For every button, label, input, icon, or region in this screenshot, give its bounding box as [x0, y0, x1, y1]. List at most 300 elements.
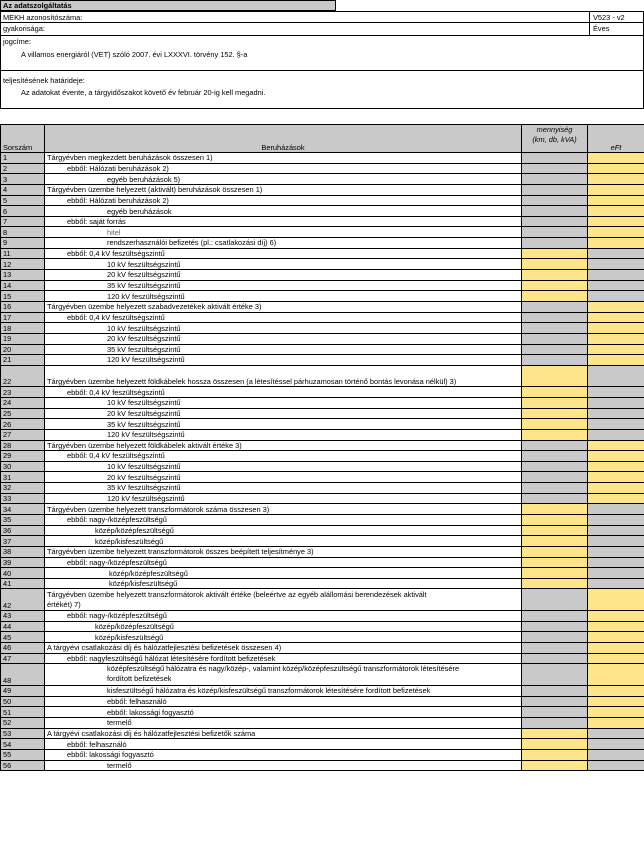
table-row [1, 685, 644, 696]
row-description-text: kisfeszültségű hálózatra és közép/kisfeszültségű transzformátorok létesítésére fordított befizetések [107, 686, 431, 696]
eft-cell [588, 739, 644, 750]
row-description-text: ebből: 0,4 kV feszültségszintű [67, 451, 165, 461]
eft-cell [588, 728, 644, 739]
eft-cell [588, 525, 644, 536]
table-row [1, 568, 644, 579]
row-description-text: ebből: Hálózati beruházások 2) [67, 163, 169, 173]
quantity-cell[interactable] [522, 397, 588, 408]
row-description-text: ebből: felhasználó [107, 697, 167, 706]
row-description [45, 184, 522, 195]
mekh-value: V523 - v2 [589, 12, 625, 22]
row-description-text: Tárgyévben üzembe helyezett transzformátorok aktivált értéke (beleértve az egyéb alállomási berendezések aktivált [47, 589, 427, 599]
section-title: Az adatszolgáltatás [0, 0, 336, 11]
eft-cell[interactable] [588, 664, 644, 686]
row-description-text: egyéb beruházások [107, 206, 172, 216]
row-description-text: ebből: nagy-/középfeszültségű [67, 611, 167, 621]
row-number: 4 [1, 184, 45, 195]
eft-cell[interactable] [588, 461, 644, 472]
eft-cell [588, 387, 644, 398]
row-number: 6 [1, 206, 45, 217]
quantity-cell [522, 461, 588, 472]
quantity-unit: (km, db, kVA) [532, 135, 577, 144]
table-row [1, 301, 644, 312]
row-number: 41 [1, 578, 45, 589]
eft-cell[interactable] [588, 610, 644, 621]
eft-cell[interactable] [588, 632, 644, 643]
row-number: 8 [1, 227, 45, 238]
quantity-cell [522, 472, 588, 483]
row-description [45, 301, 522, 312]
quantity-cell[interactable] [522, 248, 588, 259]
row-number: 39 [1, 557, 45, 568]
row-description-text: egyéb beruházások 5) [107, 174, 181, 184]
row-description [45, 312, 522, 323]
eft-cell [588, 504, 644, 515]
row-description [45, 387, 522, 398]
table-row [1, 429, 644, 440]
row-number: 5 [1, 195, 45, 206]
row-description [45, 749, 522, 760]
row-description [45, 557, 522, 568]
table-row [1, 525, 644, 536]
quantity-cell[interactable] [522, 259, 588, 270]
quantity-cell[interactable] [522, 536, 588, 547]
row-description [45, 397, 522, 408]
quantity-cell[interactable] [522, 568, 588, 579]
row-number: 55 [1, 749, 45, 760]
table-row [1, 280, 644, 291]
row-number: 3 [1, 174, 45, 185]
quantity-cell[interactable] [522, 419, 588, 430]
table-row [1, 227, 644, 238]
table-row [1, 440, 644, 451]
row-description-text: 35 kV feszültségszintű [107, 281, 181, 290]
row-number: 31 [1, 472, 45, 483]
row-description [45, 355, 522, 366]
col-header-number: Sorszám [1, 125, 45, 153]
quantity-cell [522, 355, 588, 366]
row-number: 47 [1, 653, 45, 664]
row-number: 46 [1, 642, 45, 653]
row-number: 36 [1, 525, 45, 536]
row-description-text: közép/kisfeszültségű [95, 632, 164, 642]
eft-cell [588, 578, 644, 589]
eft-cell [588, 749, 644, 760]
table-row [1, 760, 644, 771]
quantity-cell[interactable] [522, 504, 588, 515]
mekh-label: MEKH azonosítószáma: [3, 13, 83, 22]
quantity-cell [522, 685, 588, 696]
table-row [1, 546, 644, 557]
eft-cell[interactable] [588, 685, 644, 696]
table-row [1, 749, 644, 760]
row-number: 40 [1, 568, 45, 579]
row-number: 28 [1, 440, 45, 451]
row-number: 18 [1, 323, 45, 334]
quantity-cell[interactable] [522, 280, 588, 291]
row-description [45, 259, 522, 270]
eft-cell[interactable] [588, 451, 644, 462]
row-number: 22 [1, 365, 45, 387]
row-number: 12 [1, 259, 45, 270]
legal-basis-label: jogcíme: [3, 37, 31, 46]
row-number: 38 [1, 546, 45, 557]
eft-cell [588, 270, 644, 281]
row-number: 24 [1, 397, 45, 408]
row-description-text: A tárgyévi csatlakozási díj és hálózatfejlesztési befizetők száma [47, 728, 256, 738]
eft-cell[interactable] [588, 472, 644, 483]
eft-cell [588, 546, 644, 557]
row-description [45, 323, 522, 334]
row-description [45, 621, 522, 632]
quantity-cell[interactable] [522, 387, 588, 398]
row-number: 14 [1, 280, 45, 291]
investments-table [0, 124, 644, 771]
quantity-cell [522, 174, 588, 185]
eft-cell[interactable] [588, 589, 644, 611]
eft-cell[interactable] [588, 184, 644, 195]
eft-cell[interactable] [588, 483, 644, 494]
quantity-cell [522, 312, 588, 323]
table-row [1, 578, 644, 589]
table-row [1, 344, 644, 355]
eft-cell[interactable] [588, 621, 644, 632]
row-description-text: 35 kV feszültségszintű [107, 344, 181, 354]
quantity-cell[interactable] [522, 546, 588, 557]
quantity-cell [522, 184, 588, 195]
row-number: 51 [1, 707, 45, 718]
row-description [45, 280, 522, 291]
row-number: 25 [1, 408, 45, 419]
quantity-cell [522, 610, 588, 621]
row-description-text: Tárgyévben üzembe helyezett földkábelek hossza összesen (a létesítéssel párhuzamosan történő bontás levonása nélkül) 3) [47, 377, 457, 387]
quantity-cell[interactable] [522, 578, 588, 589]
row-description-text: 10 kV feszültségszintű [107, 462, 181, 472]
quantity-cell [522, 323, 588, 334]
eft-cell[interactable] [588, 227, 644, 238]
eft-cell [588, 536, 644, 547]
eft-cell [588, 568, 644, 579]
table-row [1, 397, 644, 408]
quantity-label: mennyiség [536, 125, 573, 134]
row-description-text: ebből: felhasználó [67, 739, 127, 749]
quantity-cell [522, 301, 588, 312]
eft-cell[interactable] [588, 440, 644, 451]
row-description [45, 578, 522, 589]
row-description-text: közép/középfeszültségű [109, 568, 188, 578]
row-description-text: közép/kisfeszültségű [95, 536, 164, 546]
row-description-text: ebből: lakossági fogyasztó [107, 707, 194, 717]
table-row [1, 664, 644, 686]
eft-cell[interactable] [588, 153, 644, 164]
row-description-continuation: fordított befizetések [107, 674, 172, 684]
quantity-cell[interactable] [522, 291, 588, 302]
row-description-text: ebből: saját forrás [67, 217, 126, 227]
row-description-text: Tárgyévben üzembe helyezett transzformátorok összes beépített teljesítménye 3) [47, 547, 314, 557]
eft-cell[interactable] [588, 696, 644, 707]
row-description-text: Tárgyévben üzembe helyezett transzformátorok száma összesen 3) [47, 504, 270, 514]
row-description [45, 568, 522, 579]
table-row [1, 365, 644, 387]
row-number: 42 [1, 589, 45, 611]
table-row [1, 195, 644, 206]
eft-cell [588, 259, 644, 270]
eft-cell [588, 280, 644, 291]
quantity-cell [522, 238, 588, 249]
row-number: 45 [1, 632, 45, 643]
row-description-text: 35 kV feszültségszintű [107, 483, 181, 493]
quantity-cell[interactable] [522, 525, 588, 536]
table-row [1, 728, 644, 739]
row-number: 29 [1, 451, 45, 462]
row-number: 2 [1, 163, 45, 174]
row-number: 19 [1, 333, 45, 344]
eft-cell [588, 291, 644, 302]
eft-cell[interactable] [588, 493, 644, 504]
table-row [1, 717, 644, 728]
row-number: 17 [1, 312, 45, 323]
row-description-text: ebből: nagy-/középfeszültségű [67, 515, 167, 525]
quantity-cell [522, 333, 588, 344]
row-description-text: közép/középfeszültségű [95, 525, 174, 535]
row-description [45, 696, 522, 707]
row-description-text: 10 kV feszültségszintű [107, 259, 181, 269]
row-number: 50 [1, 696, 45, 707]
row-description-text: 120 kV feszültségszintű [107, 355, 185, 365]
row-description-text: Tárgyévben üzembe helyezett földkábelek aktivált értéke 3) [47, 440, 242, 450]
quantity-cell [522, 642, 588, 653]
row-description [45, 546, 522, 557]
row-description [45, 344, 522, 355]
quantity-cell[interactable] [522, 749, 588, 760]
row-description [45, 227, 522, 238]
quantity-cell [522, 153, 588, 164]
row-description-text: ebből: 0,4 kV feszültségszintű [67, 312, 165, 322]
table-row [1, 259, 644, 270]
row-description-text: 10 kV feszültségszintű [107, 398, 181, 408]
row-description-text: 20 kV feszültségszintű [107, 408, 181, 418]
row-description [45, 206, 522, 217]
row-description [45, 333, 522, 344]
frequency-value: Éves [589, 23, 609, 35]
row-description [45, 632, 522, 643]
table-row [1, 312, 644, 323]
row-number: 30 [1, 461, 45, 472]
row-description [45, 248, 522, 259]
table-row [1, 536, 644, 547]
row-number: 23 [1, 387, 45, 398]
table-row [1, 333, 644, 344]
quantity-cell[interactable] [522, 365, 588, 387]
eft-cell[interactable] [588, 642, 644, 653]
row-description-text: ebből: 0,4 kV feszültségszintű [67, 249, 165, 259]
quantity-cell[interactable] [522, 739, 588, 750]
deadline-block [0, 71, 644, 109]
quantity-cell [522, 717, 588, 728]
row-description [45, 493, 522, 504]
table-row [1, 707, 644, 718]
row-description [45, 153, 522, 164]
row-description [45, 664, 522, 686]
row-description [45, 504, 522, 515]
row-description [45, 163, 522, 174]
row-description [45, 483, 522, 494]
eft-cell[interactable] [588, 163, 644, 174]
row-description-text: Tárgyévben üzembe helyezett szabadvezetékek aktivált értéke 3) [47, 302, 262, 312]
row-description [45, 429, 522, 440]
row-description-text: közép/kisfeszültségű [109, 579, 178, 589]
table-row [1, 461, 644, 472]
row-description-text: Tárgyévben megkezdett beruházások összesen 1) [47, 153, 213, 163]
quantity-cell [522, 493, 588, 504]
eft-cell[interactable] [588, 238, 644, 249]
row-description-text: 35 kV feszültségszintű [107, 419, 181, 429]
table-row [1, 355, 644, 366]
frequency-label: gyakorisága: [3, 24, 45, 33]
quantity-cell[interactable] [522, 760, 588, 771]
eft-cell[interactable] [588, 333, 644, 344]
row-number: 37 [1, 536, 45, 547]
row-description [45, 291, 522, 302]
row-description [45, 461, 522, 472]
quantity-cell[interactable] [522, 557, 588, 568]
eft-cell[interactable] [588, 174, 644, 185]
row-description-text: ebből: nagy-/középfeszültségű [67, 557, 167, 567]
row-description [45, 717, 522, 728]
eft-cell[interactable] [588, 707, 644, 718]
row-number: 53 [1, 728, 45, 739]
table-row [1, 472, 644, 483]
row-description [45, 653, 522, 664]
table-row [1, 291, 644, 302]
row-description [45, 739, 522, 750]
row-description-text: 120 kV feszültségszintű [107, 494, 185, 504]
row-number: 11 [1, 248, 45, 259]
row-number: 43 [1, 610, 45, 621]
table-row [1, 248, 644, 259]
row-description [45, 472, 522, 483]
row-description-text: 120 kV feszültségszintű [107, 291, 185, 301]
row-description [45, 685, 522, 696]
row-number: 32 [1, 483, 45, 494]
row-number: 34 [1, 504, 45, 515]
table-row [1, 238, 644, 249]
table-row [1, 504, 644, 515]
row-number: 49 [1, 685, 45, 696]
eft-cell[interactable] [588, 355, 644, 366]
eft-cell[interactable] [588, 301, 644, 312]
quantity-cell [522, 664, 588, 686]
row-description [45, 525, 522, 536]
eft-cell[interactable] [588, 216, 644, 227]
table-row [1, 270, 644, 281]
row-number: 20 [1, 344, 45, 355]
row-number: 15 [1, 291, 45, 302]
row-number: 44 [1, 621, 45, 632]
row-description [45, 760, 522, 771]
eft-cell[interactable] [588, 206, 644, 217]
quantity-cell [522, 707, 588, 718]
table-row [1, 184, 644, 195]
deadline-text: Az adatokat évente, a tárgyidőszakot követő év február 20-ig kell megadni. [21, 88, 266, 97]
quantity-cell [522, 163, 588, 174]
eft-cell [588, 419, 644, 430]
row-description-text: 20 kV feszültségszintű [107, 472, 181, 482]
table-row [1, 557, 644, 568]
row-description-text: 20 kV feszültségszintű [107, 270, 181, 280]
quantity-cell[interactable] [522, 408, 588, 419]
eft-cell[interactable] [588, 344, 644, 355]
legal-basis-block [0, 36, 644, 71]
row-description [45, 610, 522, 621]
row-description-text: termelő [107, 760, 132, 770]
table-row [1, 387, 644, 398]
row-number: 13 [1, 270, 45, 281]
quantity-cell [522, 621, 588, 632]
row-description [45, 408, 522, 419]
table-row [1, 610, 644, 621]
quantity-cell [522, 696, 588, 707]
table-row [1, 419, 644, 430]
col-header-eft: eFt [588, 125, 644, 153]
col-header-quantity [522, 125, 588, 153]
quantity-cell[interactable] [522, 270, 588, 281]
eft-cell[interactable] [588, 312, 644, 323]
row-description [45, 195, 522, 206]
table-row [1, 493, 644, 504]
eft-cell[interactable] [588, 323, 644, 334]
eft-cell[interactable] [588, 717, 644, 728]
row-description-text: hitel [107, 227, 121, 237]
table-header-row [1, 125, 644, 153]
eft-cell [588, 429, 644, 440]
quantity-cell [522, 216, 588, 227]
table-row [1, 323, 644, 334]
table-row [1, 408, 644, 419]
quantity-cell[interactable] [522, 429, 588, 440]
row-description-continuation: értékét) 7) [47, 599, 81, 609]
row-number: 21 [1, 355, 45, 366]
table-row [1, 621, 644, 632]
row-description-text: ebből: 0,4 kV feszültségszintű [67, 387, 165, 397]
eft-cell [588, 248, 644, 259]
quantity-cell[interactable] [522, 728, 588, 739]
table-row [1, 451, 644, 462]
eft-cell [588, 760, 644, 771]
row-description-text: Tárgyévben üzembe helyezett (aktivált) beruházások összesen 1) [47, 185, 263, 195]
eft-cell [588, 397, 644, 408]
mekh-row [0, 11, 644, 23]
eft-cell[interactable] [588, 195, 644, 206]
deadline-label: teljesítésének határideje: [3, 76, 85, 85]
eft-cell[interactable] [588, 653, 644, 664]
row-description-text: 120 kV feszültségszintű [107, 430, 185, 440]
row-number: 33 [1, 493, 45, 504]
row-description [45, 707, 522, 718]
table-row [1, 653, 644, 664]
row-number: 27 [1, 429, 45, 440]
quantity-cell [522, 451, 588, 462]
quantity-cell[interactable] [522, 515, 588, 526]
row-number: 48 [1, 664, 45, 686]
table-row [1, 632, 644, 643]
quantity-cell [522, 653, 588, 664]
eft-cell [588, 515, 644, 526]
col-header-description: Beruházások [45, 125, 522, 153]
table-row [1, 483, 644, 494]
row-description [45, 216, 522, 227]
row-description [45, 440, 522, 451]
